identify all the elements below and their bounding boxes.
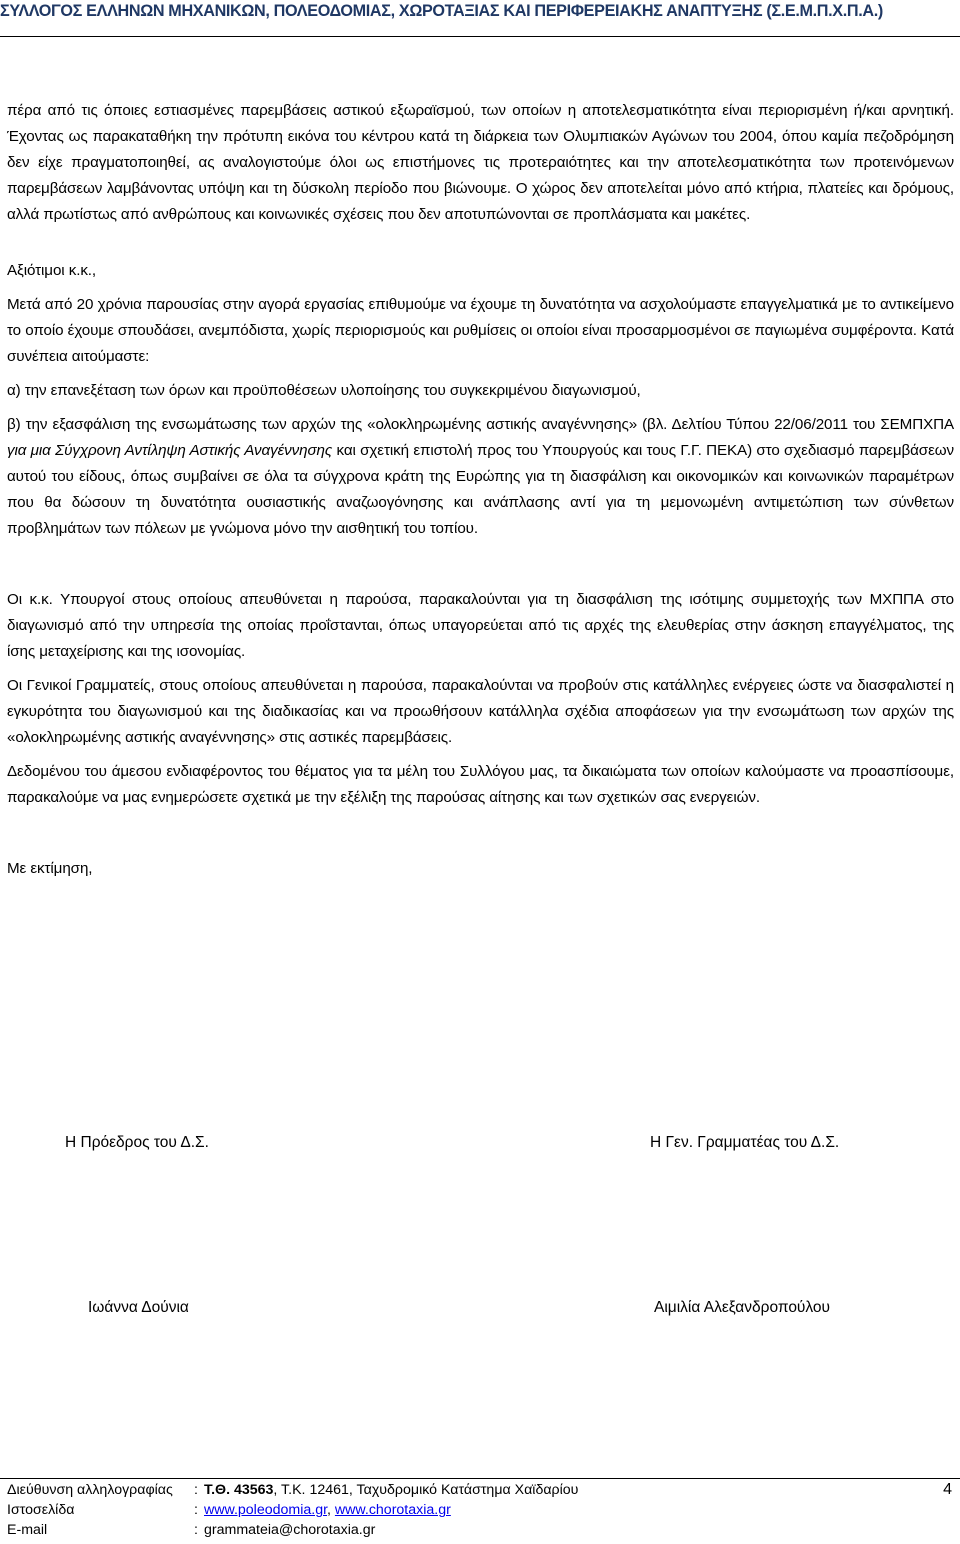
president-name: Ιωάννα Δούνια	[88, 1299, 189, 1316]
email-value: grammateia@chorotaxia.gr	[204, 1522, 376, 1538]
paragraph-intro: πέρα από τις όποιες εστιασμένες παρεμβάσεις αστικού εξωραϊσμού, των οποίων η αποτελεσματικότητα είναι περιορισμένη ή/και αρνητική. Έχοντας ως παρακαταθήκη την πρότυπη εικόνα του κέντρου κατά τη διάρκεια των Ολυμπιακών Αγώνων του 2004, όπου καμία πεζοδρόμηση δεν είχε πραγματοποιηθεί, ας αναλογιστούμε όλοι ως επιστήμονες τις προτεραιότητες και την αποτελεσματικότητα των προτεινόμενων παρεμβάσεων λαμβάνοντας υπόψη και τη δύσκολη περίοδο που βιώνουμε. Ο χώρος δεν αποτελείται μόνο από κτήρια, πλατείες και δρόμους, αλλά πρωτίστως από ανθρώπους και κοινωνικές σχέσεις που δεν αποτυπώνονται σε προπλάσματα και μακέτες.	[7, 102, 954, 223]
paragraph-request: Μετά από 20 χρόνια παρουσίας στην αγορά εργασίας επιθυμούμε να έχουμε τη δυνατότητα να ασχολούμαστε επαγγελματικά με το αντικείμενο το οποίο έχουμε σπουδάσει, ανεμπόδιστα, χωρίς περιορισμούς και ρυθμίσεις οι οποίοι είναι προσαρμοσμένοι σε παγιωμένα συμφέροντα. Κατά συνέπεια αιτούμαστε:	[7, 296, 954, 365]
po-box: Τ.Θ. 43563	[204, 1482, 274, 1498]
request-item-b-text: β) την εξασφάλιση της ενσωμάτωσης των αρχών της «ολοκληρωμένης αστικής αναγέννησης» (βλ. Δελτίου Τύπου 22/06/2011 του ΣΕΜΠΧΠΑ	[7, 416, 954, 433]
salutation: Αξιότιμοι κ.κ.,	[7, 262, 97, 279]
paragraph-ministers: Οι κ.κ. Υπουργοί στους οποίους απευθύνεται η παρούσα, παρακαλούνται για τη διασφάλιση της ισότιμης συμμετοχής των ΜΧΠΠΑ στο διαγωνισμό από την υπηρεσία της οποίας προΐστανται, όπως υπαγορεύεται από τις αρχές της ελευθερίας στην άσκηση επαγγέλματος, της ίσης μεταχείρισης και της ισονομίας.	[7, 591, 954, 660]
footer-colon: :	[194, 1522, 198, 1538]
closing-phrase: Με εκτίμηση,	[7, 860, 93, 877]
website-link-chorotaxia[interactable]: www.chorotaxia.gr	[334, 1502, 451, 1518]
website-link-poleodomia[interactable]: www.poleodomia.gr	[204, 1502, 328, 1518]
press-release-title: για μια Σύγχρονη Αντίληψη Αστικής Αναγέννησης	[7, 442, 333, 459]
website-links	[204, 1502, 451, 1518]
website-separator: ,	[327, 1502, 335, 1518]
request-item-b-text-continued: και σχετική επιστολή προς του Υπουργούς και τους Γ.Γ. ΠΕΚΑ) στο σχεδιασμό παρεμβάσεων αυτού του είδους, όπως συμβαίνει σε όλα τα σύγχρονα κράτη της Ευρώπης για τη διασφάλιση και οικονομικών και κοινωνικών παραμέτρων που θα δώσουν τη δυνατότητα ουσιαστικής αναζωογόνησης και ανάπλασης αντί για τη μεμονωμένη αντιμετώπιση των σύνθετων προβλημάτων των πόλεων με γνώμονα μόνο την αισθητική του τοπίου.	[7, 442, 954, 537]
request-item-b	[7, 412, 954, 542]
postal-details: , Τ.Κ. 12461, Ταχυδρομικό Κατάστημα Χαϊδαρίου	[273, 1482, 579, 1498]
page-header	[0, 2, 960, 37]
website-label: Ιστοσελίδα	[7, 1502, 75, 1518]
president-role: Η Πρόεδρος του Δ.Σ.	[65, 1134, 209, 1151]
paragraph-secretaries: Οι Γενικοί Γραμματείς, στους οποίους απευθύνεται η παρούσα, παρακαλούνται να προβούν στις κατάλληλες ενέργειες ώστε να διασφαλιστεί η εγκυρότητα του διαγωνισμού και της διαδικασίας και να προωθήσουν κατάλληλα σχέδια αποφάσεων για την ενσωμάτωση των αρχών της «ολοκληρωμένης αστικής αναγέννησης» στις αστικές παρεμβάσεις.	[7, 677, 954, 746]
organization-title: ΣΥΛΛΟΓΟΣ ΕΛΛΗΝΩΝ ΜΗΧΑΝΙΚΩΝ, ΠΟΛΕΟΔΟΜΙΑΣ, ΧΩΡΟΤΑΞΙΑΣ ΚΑΙ ΠΕΡΙΦΕΡΕΙΑΚΗΣ ΑΝΑΠΤΥΞΗΣ (Σ.Ε.Μ.Π.Χ.Π.Α.)	[0, 2, 883, 20]
footer-colon: :	[194, 1482, 198, 1498]
email-label: E-mail	[7, 1522, 48, 1538]
footer-colon: :	[194, 1502, 198, 1518]
page-footer	[0, 1478, 960, 1543]
paragraph-closing-request: Δεδομένου του άμεσου ενδιαφέροντος του θέματος για τα μέλη του Συλλόγου μας, τα δικαιώματα των οποίων καλούμαστε να προασπίσουμε, παρακαλούμε να μας ενημερώσετε σχετικά με την εξέλιξη της παρούσας αίτησης και των σχετικών σας ενεργειών.	[7, 763, 954, 806]
secretary-role: Η Γεν. Γραμματέας του Δ.Σ.	[650, 1134, 840, 1151]
letter-body	[7, 98, 954, 882]
address-value	[204, 1482, 578, 1498]
secretary-name: Αιμιλία Αλεξανδροπούλου	[654, 1299, 831, 1316]
address-label: Διεύθυνση αλληλογραφίας	[7, 1482, 173, 1498]
page-number: 4	[943, 1481, 952, 1498]
request-item-a: α) την επανεξέταση των όρων και προϋποθέσεων υλοποίησης του συγκεκριμένου διαγωνισμού,	[7, 382, 641, 399]
